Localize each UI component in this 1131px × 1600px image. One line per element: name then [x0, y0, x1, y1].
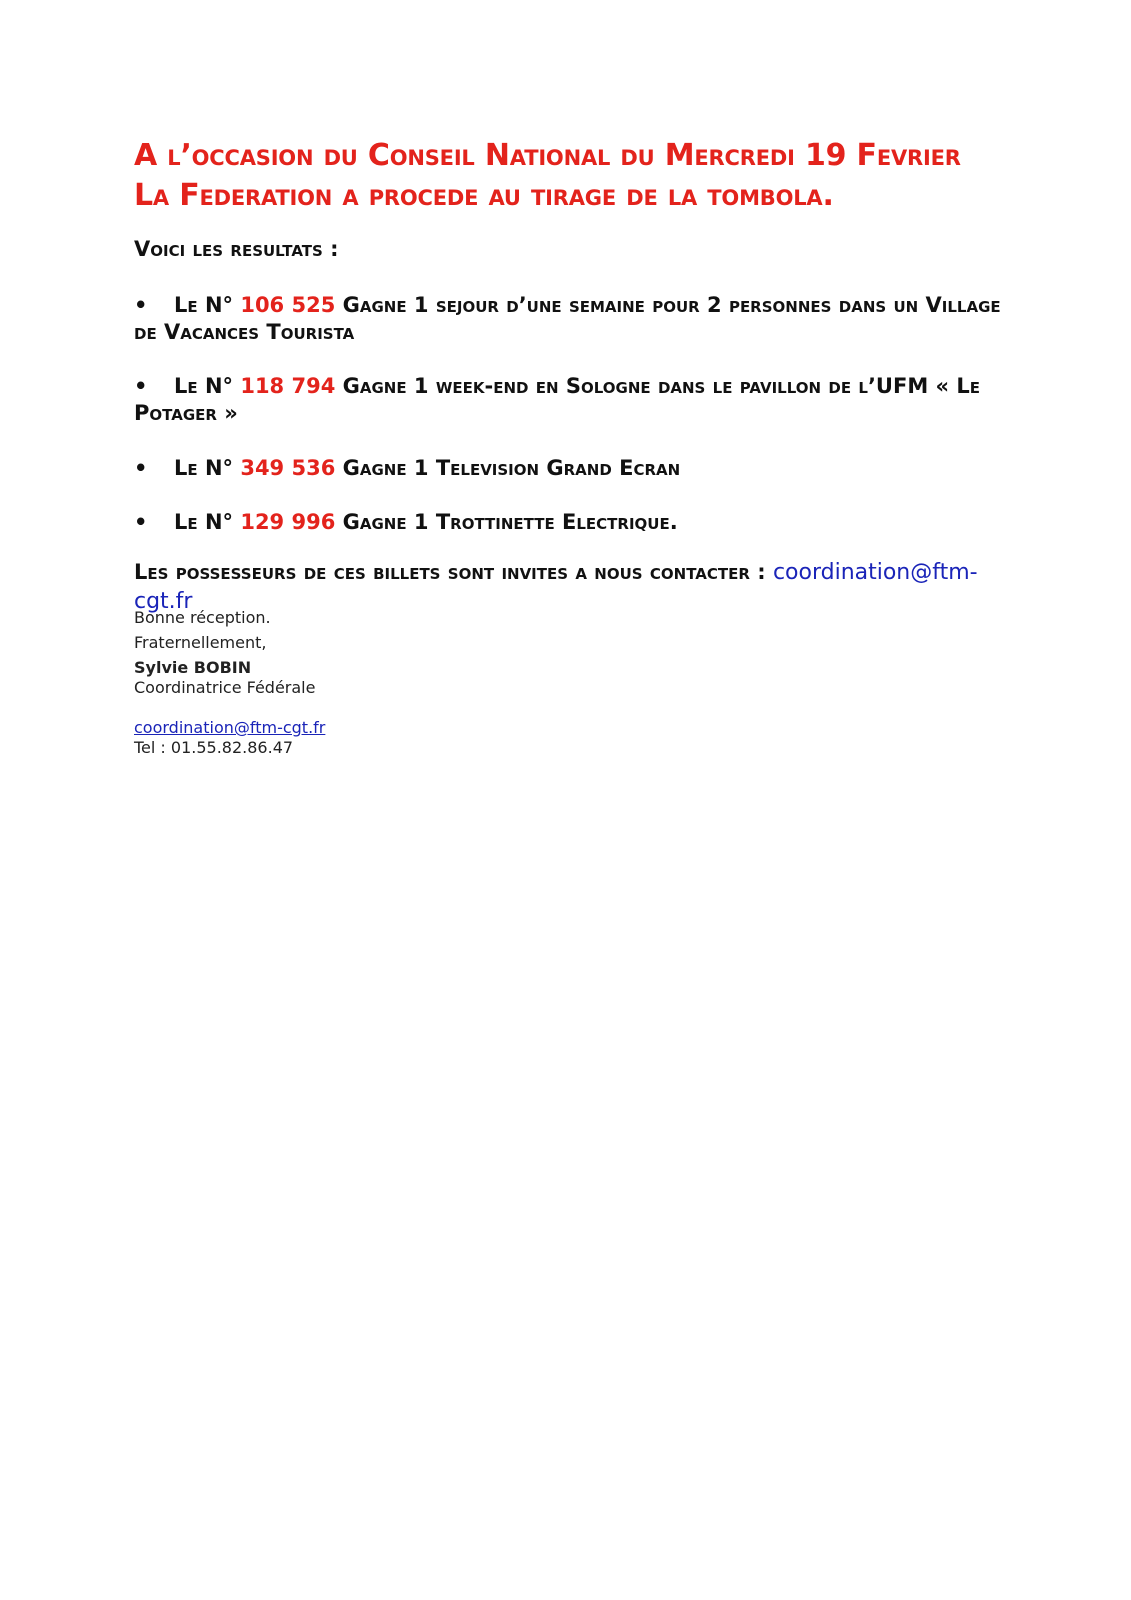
prize-prefix: Le N°: [174, 293, 241, 317]
announcement-title: [134, 136, 1034, 216]
signature-phone: Tel : 01.55.82.86.47: [134, 738, 294, 757]
prize-text: Gagne 1 Trottinette Electrique.: [335, 510, 678, 534]
prize-item-1: [134, 292, 1014, 346]
bullet-icon: •: [134, 510, 148, 534]
bullet-icon: •: [134, 456, 148, 480]
prize-prefix: Le N°: [174, 374, 241, 398]
prize-item-4: [134, 509, 1014, 536]
prize-prefix: Le N°: [174, 510, 241, 534]
winning-number: 118 794: [240, 374, 336, 398]
signature-role: Coordinatrice Fédérale: [134, 678, 316, 697]
prize-item-3: [134, 455, 1014, 482]
prize-text: Gagne 1 week-end en Sologne dans le pavillon de l’UFM « Le Potager »: [134, 374, 981, 425]
contact-email-link[interactable]: coordination@ftm-cgt.fr: [134, 560, 978, 614]
bullet-icon: •: [134, 374, 148, 398]
bullet-icon: •: [134, 293, 148, 317]
prize-text: Gagne 1 sejour d’une semaine pour 2 personnes dans un Village de Vacances Tourista: [134, 293, 1001, 344]
contact-text: Les possesseurs de ces billets sont invites a nous contacter :: [134, 560, 773, 584]
results-intro: Voici les resultats :: [134, 237, 339, 261]
winning-number: 349 536: [240, 456, 336, 480]
winning-number: 106 525: [240, 293, 336, 317]
winning-number: 129 996: [240, 510, 336, 534]
prize-prefix: Le N°: [174, 456, 241, 480]
signature-name: Sylvie BOBIN: [134, 658, 252, 677]
prize-item-2: [134, 373, 1014, 427]
title-line-2: La Federation a procede au tirage de la tombola.: [134, 178, 834, 213]
prize-text: Gagne 1 Television Grand Ecran: [335, 456, 681, 480]
title-line-1: A l’occasion du Conseil National du Mercredi 19 Fevrier: [134, 138, 961, 173]
signature-greeting: Bonne réception.: [134, 608, 271, 627]
signature-closing: Fraternellement,: [134, 633, 267, 652]
signature-email-link[interactable]: coordination@ftm-cgt.fr: [134, 718, 326, 737]
